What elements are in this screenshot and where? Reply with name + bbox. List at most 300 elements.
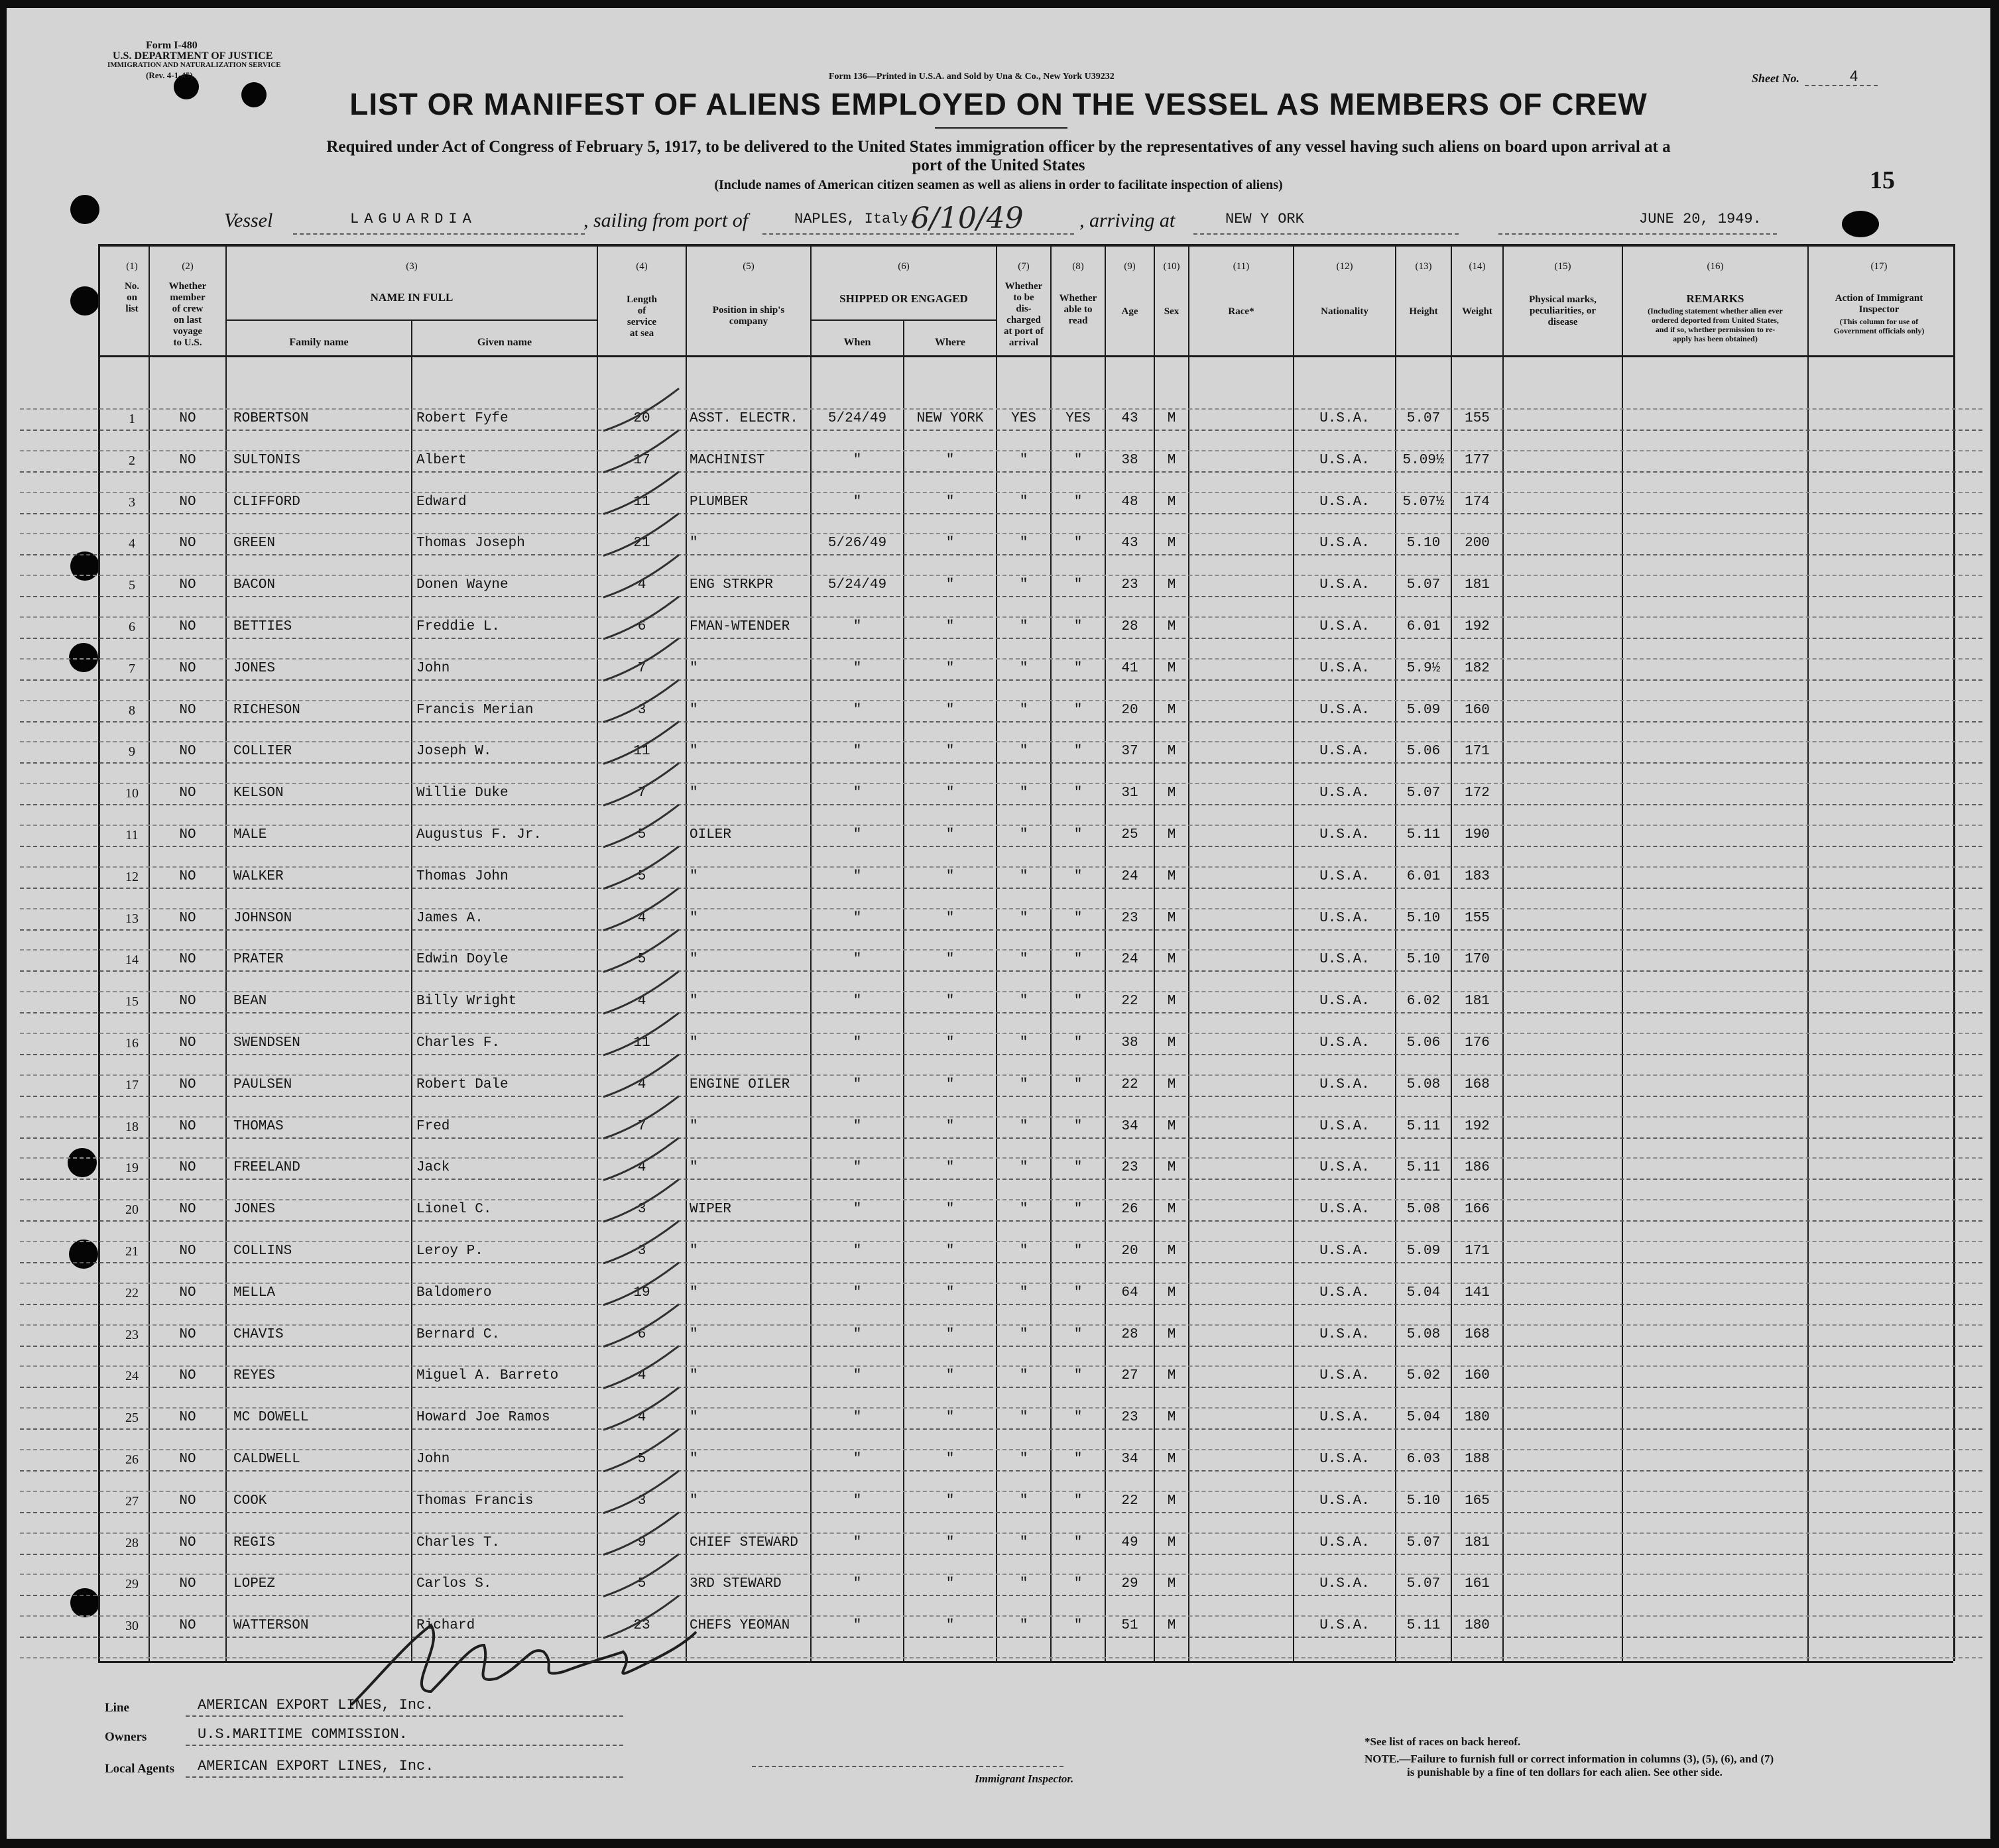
cell-given: Edwin Doyle bbox=[416, 952, 509, 968]
cell-height: 5.08 bbox=[1406, 1076, 1441, 1092]
cell-nationality: U.S.A. bbox=[1319, 1035, 1370, 1051]
cell-given: Donen Wayne bbox=[416, 577, 509, 593]
cell-length: 9 bbox=[637, 1534, 646, 1550]
guide-rule bbox=[20, 1407, 1982, 1409]
cell-height: 5.07½ bbox=[1402, 494, 1445, 510]
cell-given: John bbox=[416, 1452, 450, 1467]
corner-number: 15 bbox=[1870, 166, 1895, 194]
cell-position: " bbox=[690, 1243, 698, 1259]
guide-rule bbox=[20, 575, 1982, 576]
guide-rule bbox=[20, 1033, 1982, 1034]
cell-weight: 181 bbox=[1465, 994, 1490, 1010]
guide-rule bbox=[20, 991, 1982, 992]
cell-weight: 181 bbox=[1465, 577, 1490, 593]
row-rule bbox=[20, 1428, 1982, 1430]
hdr-no-on-list: No. on list bbox=[124, 281, 140, 314]
cell-given: Carlos S. bbox=[416, 1576, 492, 1592]
cell-weight: 188 bbox=[1465, 1452, 1490, 1467]
cell-length: 17 bbox=[633, 452, 650, 468]
row-rule bbox=[20, 804, 1982, 805]
cell-age: 41 bbox=[1121, 660, 1138, 676]
cell-given: Thomas Joseph bbox=[416, 536, 525, 551]
punch-hole bbox=[70, 195, 99, 224]
cell-age: 20 bbox=[1121, 702, 1138, 718]
cell-age: 64 bbox=[1121, 1285, 1138, 1300]
title-rule bbox=[935, 127, 1067, 129]
cell-where: " bbox=[945, 744, 955, 760]
cell-position: WIPER bbox=[690, 1202, 732, 1218]
hdr-remarks-note: (Including statement whether alien ever ordered deported from United States, and if so, whether permission to re- apply has been obtained) bbox=[1648, 306, 1783, 343]
cell-length: 4 bbox=[637, 910, 646, 926]
cell-sex: M bbox=[1167, 1202, 1176, 1218]
guide-rule bbox=[20, 741, 1982, 742]
cell-nationality: U.S.A. bbox=[1319, 1076, 1370, 1092]
cell-position: " bbox=[690, 1160, 698, 1176]
guide-rule bbox=[20, 616, 1982, 618]
row-rule bbox=[20, 1054, 1982, 1055]
vessel-name: LAGUARDIA bbox=[350, 211, 477, 227]
act-note: (Include names of American citizen seamen as well as aliens in order to facilitate inspection of aliens) bbox=[714, 178, 1283, 192]
cell-read: " bbox=[1073, 619, 1083, 634]
cell-when: " bbox=[853, 1534, 862, 1550]
cell-member: NO bbox=[179, 1202, 196, 1218]
guide-rule bbox=[20, 408, 1982, 410]
cell-sex: M bbox=[1167, 619, 1176, 634]
cell-family: COLLIER bbox=[233, 744, 292, 760]
cell-sex: M bbox=[1167, 1160, 1176, 1176]
cell-family: REGIS bbox=[233, 1534, 276, 1550]
cell-position: CHEFS YEOMAN bbox=[690, 1618, 790, 1634]
cell-member: NO bbox=[179, 1410, 196, 1426]
cell-nationality: U.S.A. bbox=[1319, 1118, 1370, 1134]
cell-no: 4 bbox=[129, 536, 135, 551]
line-underline bbox=[186, 1715, 623, 1717]
cell-position: " bbox=[690, 744, 698, 760]
vessel-label: Vessel bbox=[224, 209, 273, 231]
hdr-action-inspector: Action of Immigrant Inspector bbox=[1835, 293, 1923, 315]
cell-member: NO bbox=[179, 577, 196, 593]
cell-given: Jack bbox=[416, 1160, 450, 1176]
cell-family: THOMAS bbox=[233, 1118, 284, 1134]
race-note: *See list of races on back hereof. bbox=[1364, 1735, 1521, 1748]
guide-rule bbox=[20, 1365, 1982, 1367]
cell-height: 6.01 bbox=[1406, 868, 1441, 884]
cell-member: NO bbox=[179, 1534, 196, 1550]
cell-weight: 176 bbox=[1465, 1035, 1490, 1051]
cell-sex: M bbox=[1167, 1035, 1176, 1051]
row-rule bbox=[20, 1595, 1982, 1596]
cell-height: 5.07 bbox=[1406, 577, 1441, 593]
cell-where: " bbox=[945, 1576, 955, 1592]
cell-age: 23 bbox=[1121, 1410, 1138, 1426]
hdr-shipped-engaged: SHIPPED OR ENGAGED bbox=[839, 292, 968, 305]
cell-read: " bbox=[1073, 1160, 1083, 1176]
row-rule bbox=[20, 1470, 1982, 1472]
cell-nationality: U.S.A. bbox=[1319, 702, 1370, 718]
row-rule bbox=[20, 970, 1982, 972]
cell-height: 5.04 bbox=[1406, 1410, 1441, 1426]
cell-read: " bbox=[1073, 1326, 1083, 1342]
hdr-weight: Weight bbox=[1462, 306, 1492, 317]
cell-discharged: " bbox=[1019, 660, 1028, 676]
cell-when: " bbox=[853, 1202, 862, 1218]
cell-age: 34 bbox=[1121, 1118, 1138, 1134]
cell-nationality: U.S.A. bbox=[1319, 994, 1370, 1010]
cell-read: " bbox=[1073, 952, 1083, 968]
cell-member: NO bbox=[179, 452, 196, 468]
col-num-12: (12) bbox=[1336, 261, 1353, 272]
cell-sex: M bbox=[1167, 536, 1176, 551]
cell-nationality: U.S.A. bbox=[1319, 1493, 1370, 1509]
hdr-when: When bbox=[843, 337, 871, 348]
cell-member: NO bbox=[179, 868, 196, 884]
cell-age: 43 bbox=[1121, 536, 1138, 551]
cell-age: 29 bbox=[1121, 1576, 1138, 1592]
guide-rule bbox=[20, 533, 1982, 534]
cell-no: 7 bbox=[129, 661, 135, 676]
col-num-1: (1) bbox=[126, 261, 138, 272]
port-line bbox=[762, 233, 1074, 235]
cell-position: " bbox=[690, 910, 698, 926]
guide-rule bbox=[20, 1199, 1982, 1200]
cell-when: 5/26/49 bbox=[827, 536, 887, 551]
cell-weight: 180 bbox=[1465, 1618, 1490, 1634]
row-rule bbox=[20, 554, 1982, 555]
cell-when: " bbox=[853, 1368, 862, 1384]
cell-sex: M bbox=[1167, 1285, 1176, 1300]
cell-given: John bbox=[416, 660, 450, 676]
row-rule bbox=[20, 1554, 1982, 1555]
arriving-label: , arriving at bbox=[1079, 209, 1176, 231]
hdr-remarks: REMARKS bbox=[1686, 292, 1744, 305]
cell-discharged: " bbox=[1019, 1285, 1028, 1300]
cell-position: OILER bbox=[690, 827, 732, 842]
cell-sex: M bbox=[1167, 660, 1176, 676]
cell-read: " bbox=[1073, 827, 1083, 842]
cell-when: " bbox=[853, 910, 862, 926]
cell-given: Leroy P. bbox=[416, 1243, 483, 1259]
cell-age: 27 bbox=[1121, 1368, 1138, 1384]
hdr-height: Height bbox=[1409, 306, 1438, 317]
cell-weight: 182 bbox=[1465, 660, 1490, 676]
cell-position: " bbox=[690, 868, 698, 884]
cell-length: 4 bbox=[637, 994, 646, 1010]
col-num-2: (2) bbox=[182, 261, 194, 272]
cell-member: NO bbox=[179, 1243, 196, 1259]
cell-weight: 170 bbox=[1465, 952, 1490, 968]
service: IMMIGRATION AND NATURALIZATION SERVICE bbox=[107, 61, 281, 69]
row-rule bbox=[20, 1179, 1982, 1180]
cell-sex: M bbox=[1167, 1410, 1176, 1426]
cell-age: 28 bbox=[1121, 619, 1138, 634]
cell-no: 19 bbox=[125, 1161, 139, 1176]
cell-no: 20 bbox=[125, 1202, 139, 1218]
cell-age: 51 bbox=[1121, 1618, 1138, 1634]
cell-nationality: U.S.A. bbox=[1319, 952, 1370, 968]
hdr-nationality: Nationality bbox=[1321, 306, 1368, 317]
agents-value: AMERICAN EXPORT LINES, Inc. bbox=[198, 1758, 434, 1774]
agents-underline bbox=[186, 1776, 623, 1778]
inspector-label: Immigrant Inspector. bbox=[975, 1772, 1074, 1785]
cell-height: 5.09 bbox=[1406, 702, 1441, 718]
cell-no: 6 bbox=[129, 620, 135, 634]
cell-length: 5 bbox=[637, 952, 646, 968]
act-text-2: port of the United States bbox=[912, 156, 1085, 174]
cell-sex: M bbox=[1167, 868, 1176, 884]
cell-member: NO bbox=[179, 1452, 196, 1467]
cell-age: 48 bbox=[1121, 494, 1138, 510]
col-num-17: (17) bbox=[1870, 261, 1888, 272]
cell-weight: 200 bbox=[1465, 536, 1490, 551]
cell-where: " bbox=[945, 868, 955, 884]
cell-given: Edward bbox=[416, 494, 467, 510]
cell-given: Miguel A. Barreto bbox=[416, 1368, 559, 1384]
cell-where: " bbox=[945, 1202, 955, 1218]
cell-where: " bbox=[945, 952, 955, 968]
cell-length: 3 bbox=[637, 702, 646, 718]
row-rule bbox=[20, 1262, 1982, 1263]
cell-family: BETTIES bbox=[233, 619, 292, 634]
cell-weight: 192 bbox=[1465, 619, 1490, 634]
cell-height: 5.11 bbox=[1406, 827, 1441, 842]
cell-family: MELLA bbox=[233, 1285, 276, 1300]
guide-rule bbox=[20, 1574, 1982, 1575]
cell-given: Freddie L. bbox=[416, 619, 501, 634]
cell-discharged: " bbox=[1019, 910, 1028, 926]
cell-nationality: U.S.A. bbox=[1319, 827, 1370, 842]
date-line bbox=[1498, 233, 1777, 235]
cell-read: " bbox=[1073, 452, 1083, 468]
cell-nationality: U.S.A. bbox=[1319, 494, 1370, 510]
manifest-sheet bbox=[7, 8, 1990, 1839]
cell-family: PAULSEN bbox=[233, 1076, 292, 1092]
cell-discharged: " bbox=[1019, 619, 1028, 634]
cell-age: 20 bbox=[1121, 1243, 1138, 1259]
row-rule bbox=[20, 1096, 1982, 1097]
cell-position: MACHINIST bbox=[690, 452, 765, 468]
row-rule bbox=[20, 1346, 1982, 1347]
cell-member: NO bbox=[179, 1618, 196, 1634]
cell-height: 5.08 bbox=[1406, 1326, 1441, 1342]
cell-member: NO bbox=[179, 910, 196, 926]
cell-length: 5 bbox=[637, 1452, 646, 1467]
cell-given: Charles T. bbox=[416, 1534, 501, 1550]
row-rule bbox=[20, 513, 1982, 514]
cell-height: 5.11 bbox=[1406, 1118, 1441, 1134]
cell-height: 5.10 bbox=[1406, 952, 1441, 968]
cell-nationality: U.S.A. bbox=[1319, 1618, 1370, 1634]
cell-where: " bbox=[945, 1534, 955, 1550]
guide-rule bbox=[20, 1615, 1982, 1617]
cell-weight: 181 bbox=[1465, 1534, 1490, 1550]
cell-discharged: " bbox=[1019, 577, 1028, 593]
cell-weight: 155 bbox=[1465, 910, 1490, 926]
hdr-length-of-service: Length of service at sea bbox=[627, 294, 657, 339]
cell-length: 4 bbox=[637, 1076, 646, 1092]
hdr-where: Where bbox=[935, 337, 965, 348]
cell-read: " bbox=[1073, 1576, 1083, 1592]
cell-height: 5.06 bbox=[1406, 1035, 1441, 1051]
cell-discharged: " bbox=[1019, 1160, 1028, 1176]
cell-nationality: U.S.A. bbox=[1319, 1285, 1370, 1300]
cell-age: 22 bbox=[1121, 1493, 1138, 1509]
cell-read: " bbox=[1073, 1202, 1083, 1218]
row-rule bbox=[20, 679, 1982, 681]
cell-given: Charles F. bbox=[416, 1035, 501, 1051]
cell-read: " bbox=[1073, 1035, 1083, 1051]
cell-weight: 171 bbox=[1465, 744, 1490, 760]
cell-discharged: " bbox=[1019, 868, 1028, 884]
cell-position: " bbox=[690, 785, 698, 801]
act-text-1: Required under Act of Congress of February 5, 1917, to be delivered to the United States immigration officer by the representatives of any vessel having such aliens on board upon arrival at a bbox=[326, 138, 1671, 156]
cell-where: " bbox=[945, 1076, 955, 1092]
hdr-discharged: Whether to be dis- charged at port of arrival bbox=[1004, 281, 1044, 348]
cell-length: 6 bbox=[637, 619, 646, 634]
cell-read: " bbox=[1073, 1368, 1083, 1384]
cell-no: 9 bbox=[129, 744, 135, 760]
cell-discharged: " bbox=[1019, 1202, 1028, 1218]
cell-discharged: " bbox=[1019, 785, 1028, 801]
cell-where: " bbox=[945, 619, 955, 634]
cell-when: " bbox=[853, 1410, 862, 1426]
cell-when: " bbox=[853, 1493, 862, 1509]
cell-position: " bbox=[690, 1035, 698, 1051]
cell-member: NO bbox=[179, 1576, 196, 1592]
cell-family: JOHNSON bbox=[233, 910, 292, 926]
cell-position: " bbox=[690, 702, 698, 718]
cell-given: Thomas John bbox=[416, 868, 509, 884]
cell-age: 23 bbox=[1121, 1160, 1138, 1176]
cell-read: " bbox=[1073, 785, 1083, 801]
cell-no: 1 bbox=[129, 412, 135, 426]
row-rule bbox=[20, 1387, 1982, 1388]
cell-discharged: " bbox=[1019, 494, 1028, 510]
cell-member: NO bbox=[179, 1035, 196, 1051]
cell-position: FMAN-WTENDER bbox=[690, 619, 790, 634]
cell-nationality: U.S.A. bbox=[1319, 1576, 1370, 1592]
guide-rule bbox=[20, 825, 1982, 826]
owners-label: Owners bbox=[105, 1730, 147, 1744]
cell-where: NEW YORK bbox=[916, 411, 984, 426]
guide-rule bbox=[20, 658, 1982, 660]
cell-length: 7 bbox=[637, 1118, 646, 1134]
cell-weight: 168 bbox=[1465, 1326, 1490, 1342]
cell-nationality: U.S.A. bbox=[1319, 1160, 1370, 1176]
guide-rule bbox=[20, 1532, 1982, 1534]
cell-where: " bbox=[945, 785, 955, 801]
cell-discharged: " bbox=[1019, 1452, 1028, 1467]
hdr-whether-member: Whether member of crew on last voyage to U.S. bbox=[168, 281, 207, 348]
cell-age: 23 bbox=[1121, 910, 1138, 926]
cell-sex: M bbox=[1167, 952, 1176, 968]
cell-height: 5.07 bbox=[1406, 785, 1441, 801]
cell-discharged: " bbox=[1019, 1326, 1028, 1342]
cell-nationality: U.S.A. bbox=[1319, 619, 1370, 634]
cell-read: " bbox=[1073, 536, 1083, 551]
col-num-7: (7) bbox=[1018, 261, 1030, 272]
cell-weight: 174 bbox=[1465, 494, 1490, 510]
row-rule bbox=[20, 638, 1982, 639]
row-rule bbox=[20, 1137, 1982, 1139]
cell-length: 11 bbox=[633, 744, 650, 760]
cell-family: SULTONIS bbox=[233, 452, 300, 468]
cell-no: 13 bbox=[125, 911, 139, 926]
cell-position: ASST. ELECTR. bbox=[690, 411, 798, 426]
cell-discharged: " bbox=[1019, 744, 1028, 760]
cell-when: 5/24/49 bbox=[827, 411, 887, 426]
cell-where: " bbox=[945, 1035, 955, 1051]
cell-family: ROBERTSON bbox=[233, 411, 309, 426]
row-rule bbox=[20, 721, 1982, 722]
cell-where: " bbox=[945, 1368, 955, 1384]
cell-age: 38 bbox=[1121, 452, 1138, 468]
cell-family: PRATER bbox=[233, 952, 284, 968]
cell-nationality: U.S.A. bbox=[1319, 452, 1370, 468]
revision: (Rev. 4-1-45) bbox=[146, 70, 193, 80]
cell-sex: M bbox=[1167, 1534, 1176, 1550]
cell-height: 5.07 bbox=[1406, 1534, 1441, 1550]
cell-sex: M bbox=[1167, 744, 1176, 760]
guide-rule bbox=[20, 1657, 1982, 1658]
guide-rule bbox=[20, 1491, 1982, 1492]
cell-discharged: YES bbox=[1011, 411, 1036, 426]
guide-rule bbox=[20, 1157, 1982, 1159]
cell-family: JONES bbox=[233, 1202, 276, 1218]
cell-no: 3 bbox=[129, 494, 135, 510]
cell-family: WATTERSON bbox=[233, 1618, 309, 1634]
cell-when: " bbox=[853, 1160, 862, 1176]
guide-rule bbox=[20, 1241, 1982, 1242]
arriving-port: NEW Y ORK bbox=[1225, 211, 1304, 227]
cell-age: 34 bbox=[1121, 1452, 1138, 1467]
cell-when: " bbox=[853, 660, 862, 676]
cell-discharged: " bbox=[1019, 952, 1028, 968]
cell-height: 5.9½ bbox=[1406, 660, 1441, 676]
guide-rule bbox=[20, 1449, 1982, 1450]
col-num-15: (15) bbox=[1554, 261, 1571, 272]
hdr-family-name: Family name bbox=[289, 337, 349, 348]
cell-family: MALE bbox=[233, 827, 267, 842]
cell-length: 4 bbox=[637, 1368, 646, 1384]
cell-age: 24 bbox=[1121, 952, 1138, 968]
row-rule bbox=[20, 596, 1982, 597]
cell-read: " bbox=[1073, 577, 1083, 593]
row-rule bbox=[20, 1512, 1982, 1513]
cell-member: NO bbox=[179, 1118, 196, 1134]
cell-nationality: U.S.A. bbox=[1319, 1202, 1370, 1218]
cell-family: CLIFFORD bbox=[233, 494, 300, 510]
cell-no: 18 bbox=[125, 1119, 139, 1134]
cell-position: " bbox=[690, 1368, 698, 1384]
cell-member: NO bbox=[179, 1160, 196, 1176]
cell-no: 23 bbox=[125, 1327, 139, 1342]
guide-rule bbox=[20, 700, 1982, 701]
cell-sex: M bbox=[1167, 1243, 1176, 1259]
cell-height: 5.09 bbox=[1406, 1243, 1441, 1259]
table-top bbox=[98, 244, 1953, 247]
cell-read: " bbox=[1073, 660, 1083, 676]
sailing-port: NAPLES, Italy. bbox=[794, 211, 917, 227]
cell-given: Thomas Francis bbox=[416, 1493, 534, 1509]
cell-when: " bbox=[853, 1452, 862, 1467]
cell-member: NO bbox=[179, 702, 196, 718]
cell-weight: 177 bbox=[1465, 452, 1490, 468]
hdr-able-to-read: Whether able to read bbox=[1059, 293, 1097, 326]
cell-where: " bbox=[945, 994, 955, 1010]
cell-position: " bbox=[690, 1410, 698, 1426]
arriving-line bbox=[1193, 233, 1459, 235]
cell-family: JONES bbox=[233, 660, 276, 676]
